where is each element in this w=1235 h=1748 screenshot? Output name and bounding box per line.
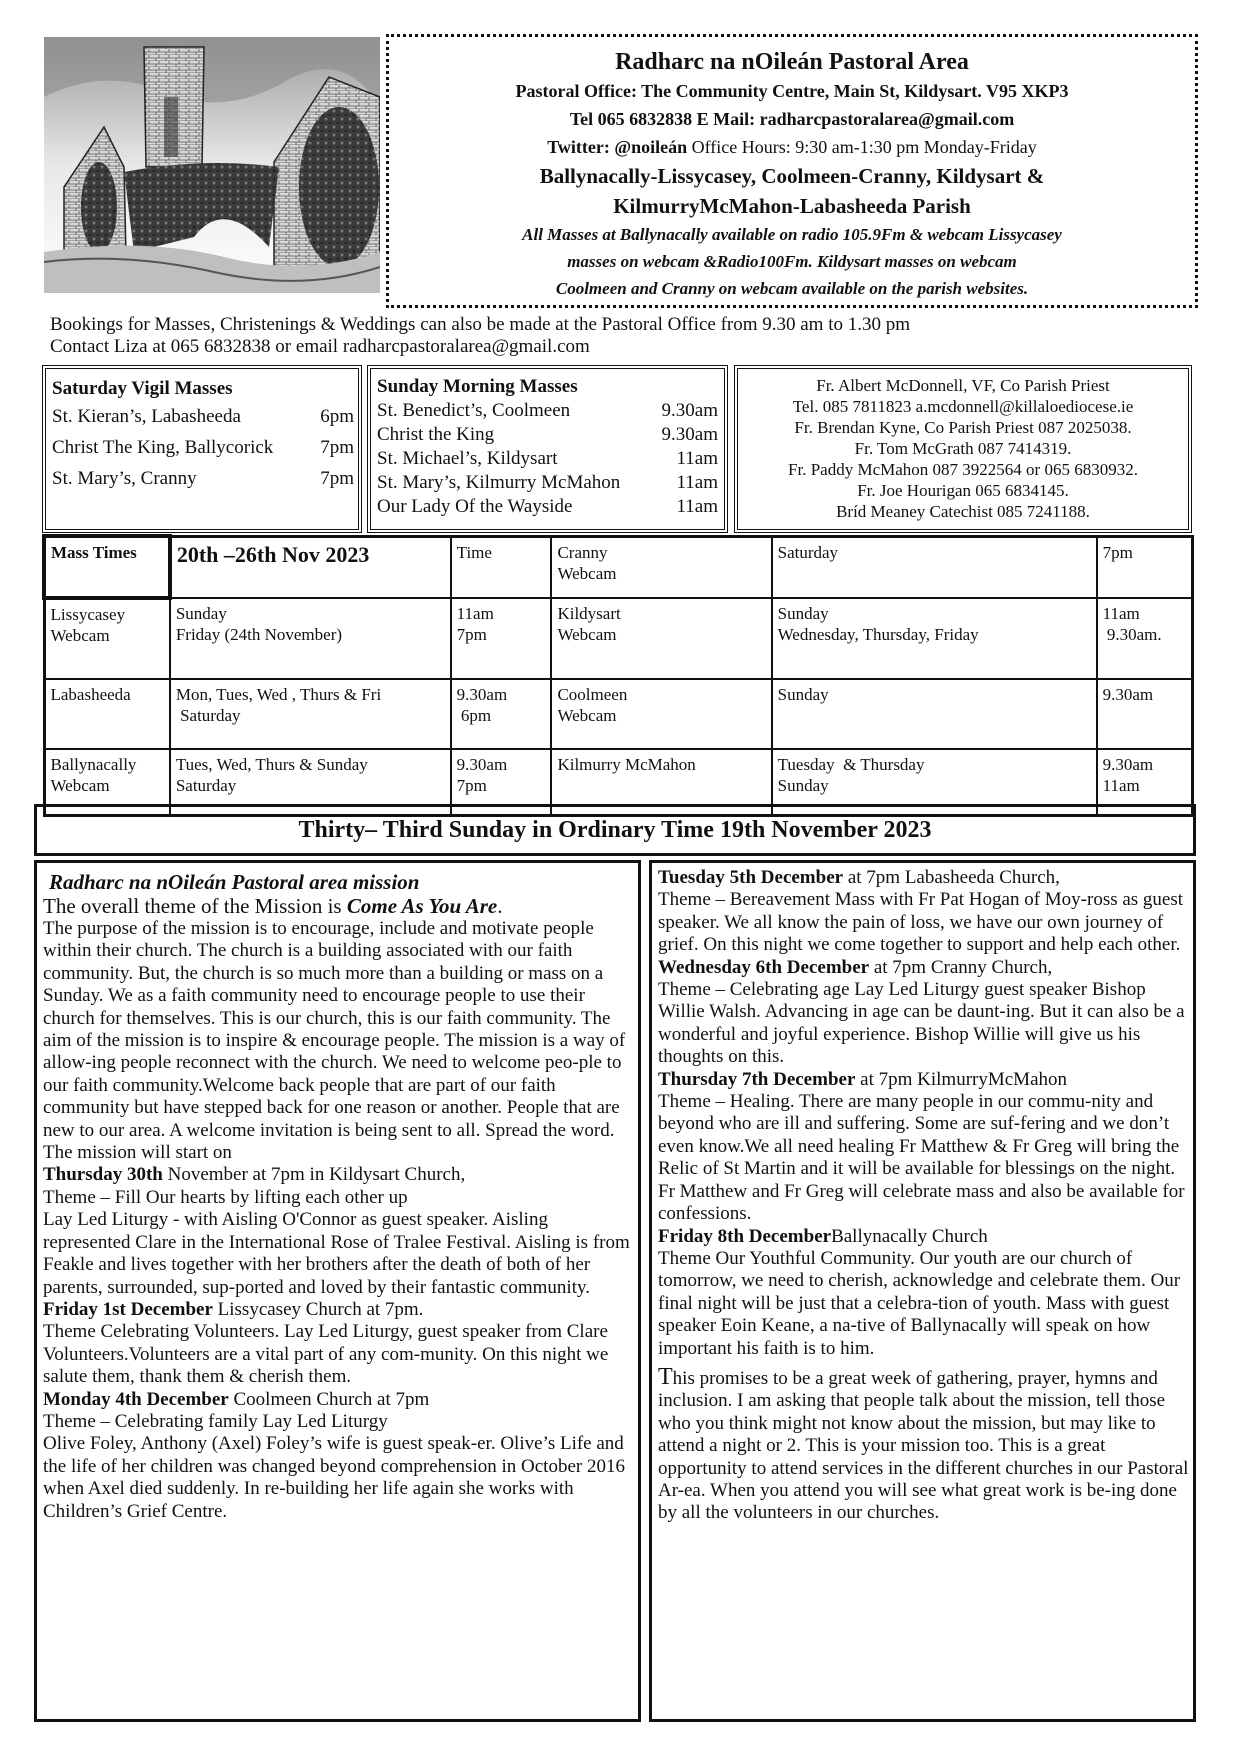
time-text: 11am <box>1102 776 1140 795</box>
event-friday-8th <box>658 1226 1189 1360</box>
days-text: Tues, Wed, Thurs & Sunday <box>175 755 368 774</box>
days-text: Mon, Tues, Wed , Thurs & Fri <box>175 685 382 704</box>
saturday-vigil-heading: Saturday Vigil Masses <box>52 378 233 399</box>
church-ruin-illustration <box>44 37 380 293</box>
vigil-church: Christ The King, Ballycorick <box>52 437 274 458</box>
time-text: 9.30am <box>1102 685 1154 704</box>
sunday-time: 11am <box>676 472 718 493</box>
church-name: Kildysart <box>557 604 621 623</box>
priest-line: Fr. Joe Hourigan 065 6834145. <box>857 481 1069 500</box>
days-text: Saturday <box>777 542 839 562</box>
mission-right-column <box>649 860 1196 1722</box>
times-cell <box>1097 679 1193 749</box>
time-text: 9.30am <box>1102 755 1154 774</box>
church-cell <box>551 679 771 749</box>
event-tuesday-5th <box>658 867 1189 957</box>
time-text: 6pm <box>456 706 492 725</box>
sunday-item <box>377 471 724 495</box>
days-text: Saturday <box>175 776 237 795</box>
church-webcam: Webcam <box>557 706 617 725</box>
closing-first-letter: T <box>658 1363 673 1390</box>
time-text: 11am <box>1102 604 1140 623</box>
overall-theme <box>43 894 632 918</box>
days-text: Sunday <box>777 776 829 795</box>
vigil-item <box>52 401 358 432</box>
mission-heading: Radharc na nOileán Pastoral area mission <box>49 870 420 894</box>
time-text: 7pm <box>456 625 487 644</box>
time-text: 11am <box>456 604 494 623</box>
table-row <box>44 679 1193 749</box>
days-cell <box>772 536 1097 598</box>
church-cell <box>44 598 170 679</box>
church-name: Ballynacally <box>50 755 137 774</box>
priest-line: Fr. Brendan Kyne, Co Parish Priest 087 2025038. <box>794 418 1132 437</box>
priest-line: Fr. Albert McDonnell, VF, Co Parish Priest <box>816 376 1110 395</box>
church-webcam: Webcam <box>50 776 110 795</box>
times-cell <box>1097 598 1193 679</box>
sunday-time: 11am <box>676 448 718 469</box>
priest-line: Fr. Tom McGrath 087 7414319. <box>854 439 1072 458</box>
vigil-time: 6pm <box>320 406 354 427</box>
sunday-church: Our Lady Of the Wayside <box>377 496 573 517</box>
vigil-church: St. Mary’s, Cranny <box>52 468 197 489</box>
mission-closing <box>658 1363 1189 1525</box>
church-cell <box>551 598 771 679</box>
sunday-item <box>377 495 724 519</box>
days-text: Sunday <box>777 604 829 623</box>
event-text: at 7pm KilmurryMcMahon Theme – Healing. There are many people in our commu-nity and beyond who are ill and suffering. Some are suf-fering and we don’t even know.We all need healing Fr Matthew & Fr Greg will bring the Relic of St Martin and it will be available for blessings on the night. Fr Matthew and Fr Greg will celebrate mass and also be available for confessions. <box>658 1068 1185 1225</box>
event-day: Thursday 7th December <box>658 1068 856 1090</box>
days-cell <box>772 598 1097 679</box>
mission-left-column <box>34 860 641 1722</box>
days-text: Tuesday & Thursday <box>777 755 925 774</box>
overall-theme-prefix: The overall theme of the Mission is <box>43 894 347 918</box>
days-text: Friday (24th November) <box>175 625 343 644</box>
days-text: Sunday <box>777 685 829 704</box>
parishes-line-2: KilmurryMcMahon-Labasheeda Parish <box>613 194 971 218</box>
priest-line: Bríd Meaney Catechist 085 7241188. <box>836 502 1090 521</box>
church-webcam: Webcam <box>557 563 617 583</box>
sunday-time: 9.30am <box>661 400 718 421</box>
church-webcam: Webcam <box>50 626 110 645</box>
saturday-vigil-box <box>42 365 362 533</box>
mass-times-label: Mass Times <box>44 536 170 598</box>
table-header-row <box>44 536 1193 598</box>
church-webcam: Webcam <box>557 625 617 644</box>
broadcast-line-3: Coolmeen and Cranny on webcam available on the parish websites. <box>555 279 1029 298</box>
event-day: Friday 1st December <box>43 1298 213 1320</box>
event-monday-4th <box>43 1389 632 1523</box>
event-day: Tuesday 5th December <box>658 867 844 888</box>
vigil-church: St. Kieran’s, Labasheeda <box>52 406 241 427</box>
event-text: Lissycasey Church at 7pm. Theme Celebrating Volunteers. Lay Led Liturgy, guest speaker from Clare Volunteers.Volunteers are a vital part of any com-munity. On this night we salute them, thank them & cherish them. <box>43 1298 609 1388</box>
vigil-item <box>52 463 358 494</box>
church-name: Kilmurry McMahon <box>557 755 696 774</box>
vigil-time: 7pm <box>320 468 354 489</box>
twitter-handle[interactable]: @noileán <box>614 137 688 157</box>
broadcast-line-1: All Masses at Ballynacally available on radio 105.9Fm & webcam Lissycasey <box>522 225 1062 244</box>
event-text: Ballynacally Church Theme Our Youthful Community. Our youth are our church of tomorrow, we need to cherish, acknowledge and celebrate them. Our final night will be just that a celebra-tion of youth. Mass with guest speaker Eoin Keane, a na-tive of Ballynacally will speak on how important his faith is to him. <box>658 1225 1181 1359</box>
time-header: Time <box>451 536 552 598</box>
days-text: Wednesday, Thursday, Friday <box>777 625 979 644</box>
days-cell <box>772 679 1097 749</box>
tel-email: Tel 065 6832838 E Mail: radharcpastoralarea@gmail.com <box>569 109 1015 129</box>
event-thursday-30th <box>43 1164 632 1298</box>
sunday-item <box>377 423 724 447</box>
header-box <box>386 34 1198 308</box>
sunday-church: St. Benedict’s, Coolmeen <box>377 400 571 421</box>
sunday-time: 9.30am <box>661 424 718 445</box>
event-day: Friday 8th December <box>658 1225 832 1247</box>
event-day: Wednesday 6th December <box>658 956 870 978</box>
church-name: Cranny <box>557 542 608 562</box>
bookings-line-1: Bookings for Masses, Christenings & Weddings can also be made at the Pastoral Office from 9.30 am to 1.30 pm <box>50 314 911 335</box>
mission-intro: The purpose of the mission is to encourage, include and motivate people within their church. The church is a building associated with our faith community. But, the church is so much more than a building or mass on a Sunday. We as a faith community need to encourage people to use their church for themselves. This is our church, this is our faith community. The aim of the mission is to inspire & encourage people. The mission is a way of allow-ing people reconnect with the church. We need to welcome peo-ple to our faith community.Welcome back people that are part of our faith community but have stepped back for one reason or another. People that are new to our area. A welcome invitation is being sent to all. Spread the word. The mission will start on <box>43 918 626 1164</box>
sunday-church: Christ the King <box>377 424 495 445</box>
office-hours: Office Hours: 9:30 am-1:30 pm Monday-Friday <box>687 137 1037 157</box>
times-cell <box>451 598 552 679</box>
event-text: at 7pm Cranny Church, Theme – Celebrating age Lay Led Liturgy guest speaker Bishop Willie Walsh. Advancing in age can be daunt-ing. But it can also be a wonderful and joyful experience. Bishop Willie will give us his thoughts on this. <box>658 956 1185 1068</box>
church-ruin-image <box>44 37 380 293</box>
event-thursday-7th <box>658 1069 1189 1226</box>
church-cell <box>551 536 771 598</box>
church-cell <box>44 679 170 749</box>
event-day: Thursday 30th <box>43 1164 163 1186</box>
sunday-item <box>377 447 724 471</box>
priest-line: Tel. 085 7811823 a.mcdonnell@killaloediocese.ie <box>792 397 1134 416</box>
event-text: November at 7pm in Kildysart Church, Theme – Fill Our hearts by lifting each other up Lay Led Liturgy - with Aisling O'Connor as guest speaker. Aisling represented Clare in the International Rose of Tralee Festival. Aisling is from Feakle and lives together with her brothers after the death of both of her parents, surrounded, sup-ported and loved by their fantastic community. <box>43 1164 630 1298</box>
week-range: 20th –26th Nov 2023 <box>170 536 451 598</box>
time-text: 9.30am <box>456 755 508 774</box>
sunday-morning-heading: Sunday Morning Masses <box>377 376 578 397</box>
time-text: 9.30am. <box>1102 625 1162 644</box>
vigil-item <box>52 432 358 463</box>
sunday-morning-box <box>367 365 728 533</box>
times-cell <box>451 679 552 749</box>
event-text: at 7pm Labasheeda Church, Theme – Bereavement Mass with Fr Pat Hogan of Moy-ross as guest speaker. We all know the pain of loss, we have our own journey of grief. On this night we come together to support and help each other. <box>658 867 1184 956</box>
broadcast-line-2: masses on webcam &Radio100Fm. Kildysart masses on webcam <box>567 252 1017 271</box>
sunday-item <box>377 399 724 423</box>
closing-text: his promises to be a great week of gathering, prayer, hymns and inclusion. I am asking that people talk about the mission, tell those who you think might not know about the mission, but may like to attend a night or 2. This is your mission too. This is a great opportunity to attend services in the different churches in our Pastoral Ar-ea. When you attend you will see what great work is be-ing done by all the volunteers in our churches. <box>658 1367 1189 1524</box>
days-cell <box>170 679 451 749</box>
time-text: 9.30am <box>456 685 508 704</box>
priests-contact-box <box>734 365 1192 533</box>
times-cell <box>1097 536 1193 598</box>
church-name: Labasheeda <box>50 685 131 704</box>
time-text: 7pm <box>456 776 487 795</box>
sunday-time: 11am <box>676 496 718 517</box>
parishes-line-1: Ballynacally-Lissycasey, Coolmeen-Cranny, Kildysart & <box>539 164 1045 188</box>
overall-theme-suffix: . <box>497 894 503 918</box>
sunday-church: St. Mary’s, Kilmurry McMahon <box>377 472 621 493</box>
bookings-contact: Contact Liza at 065 6832838 or email radharcpastoralarea@gmail.com <box>50 336 590 357</box>
twitter-office-hours <box>389 133 1195 161</box>
bookings-notice <box>50 314 1200 358</box>
event-day: Monday 4th December <box>43 1388 229 1410</box>
table-row <box>44 598 1193 679</box>
pastoral-area-title: Radharc na nOileán Pastoral Area <box>615 49 969 75</box>
vigil-time: 7pm <box>320 437 354 458</box>
mass-times-table <box>42 534 1194 817</box>
priest-line: Fr. Paddy McMahon 087 3922564 or 065 6830932. <box>788 460 1138 479</box>
days-text: Sunday <box>175 604 227 623</box>
office-address: Pastoral Office: The Community Centre, Main St, Kildysart. V95 XKP3 <box>515 81 1069 101</box>
days-cell <box>170 598 451 679</box>
time-text: 7pm <box>1102 542 1133 562</box>
event-wednesday-6th <box>658 957 1189 1069</box>
overall-theme-title: Come As You Are <box>346 894 498 918</box>
sunday-title-bar: Thirty– Third Sunday in Ordinary Time 19th November 2023 <box>34 804 1196 856</box>
church-name: Lissycasey <box>50 605 126 624</box>
event-text: Coolmeen Church at 7pm Theme – Celebrating family Lay Led Liturgy Olive Foley, Anthony (Axel) Foley’s wife is guest speak-er. Olive’s Life and the life of her children was changed beyond comprehension in October 2016 when Axel died suddenly. In re-building her life again she works with Children’s Grief Centre. <box>43 1388 625 1522</box>
church-name: Coolmeen <box>557 685 628 704</box>
sunday-church: St. Michael’s, Kildysart <box>377 448 558 469</box>
days-text: Saturday <box>175 706 241 725</box>
event-friday-1st <box>43 1299 632 1389</box>
twitter-label: Twitter: <box>547 137 615 157</box>
